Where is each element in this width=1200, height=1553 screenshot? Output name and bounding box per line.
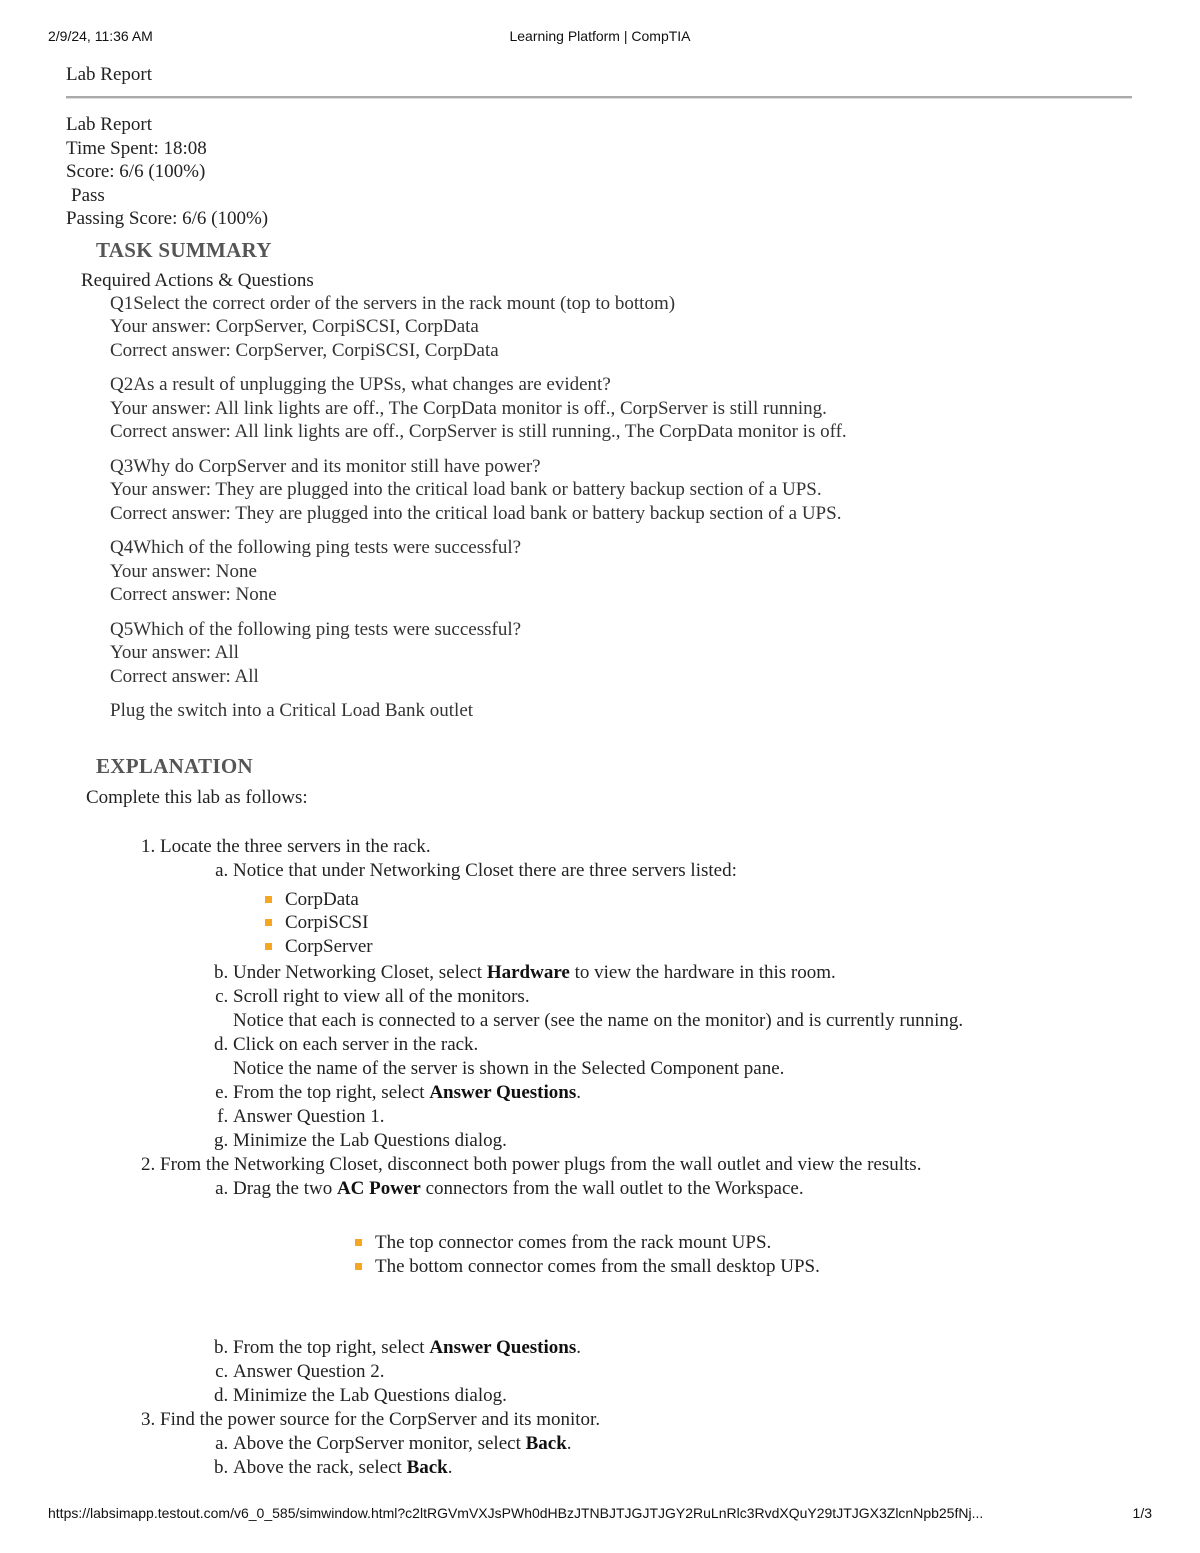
- step-item: [160, 835, 1132, 1154]
- question-prompt: Q3Why do CorpServer and its monitor still have power?: [110, 455, 541, 477]
- note-text: The top connector comes from the rack mount UPS.: [375, 1232, 772, 1253]
- ui-term: Back: [406, 1457, 448, 1478]
- correct-answer: Correct answer: None: [110, 584, 277, 605]
- connector-notes: [323, 1231, 1132, 1278]
- time-spent: Time Spent: 18:08: [66, 137, 207, 159]
- required-action-text: Plug the switch into a Critical Load Bank outlet: [110, 700, 474, 721]
- substep-list: [160, 1177, 1132, 1408]
- list-item: [263, 888, 1132, 912]
- step-text: Find the power source for the CorpServer and its monitor.: [160, 1409, 601, 1430]
- print-header: [48, 28, 1152, 48]
- your-answer: Your answer: They are plugged into the critical load bank or battery backup section of a UPS.: [110, 479, 822, 500]
- step-item: [160, 1153, 1132, 1408]
- substep-list: [160, 859, 1132, 1154]
- task-summary-title: TASK SUMMARY: [96, 237, 272, 262]
- substep-text: Under Networking Closet, select: [233, 962, 487, 983]
- question-prompt: Q1Select the correct order of the servers in the rack mount (top to bottom): [110, 292, 676, 314]
- question-item: [110, 536, 1132, 607]
- page-title: Lab Report: [66, 64, 153, 85]
- substep-item: [233, 985, 1132, 1033]
- substep-text: Click on each server in the rack.: [233, 1034, 479, 1055]
- list-item: [263, 911, 1132, 935]
- substep-text: Above the rack, select: [233, 1457, 407, 1478]
- substep-item: [233, 1177, 1132, 1278]
- question-prompt: Q2As a result of unplugging the UPSs, what changes are evident?: [110, 374, 611, 395]
- substep-item: [233, 1129, 1132, 1153]
- substep-item: [233, 1336, 1132, 1360]
- print-footer: [48, 1505, 1152, 1525]
- square-bullet-icon: [355, 1239, 362, 1246]
- ui-term: Answer Questions: [429, 1337, 577, 1358]
- question-item: [110, 292, 1132, 363]
- report-summary: [66, 113, 1132, 231]
- substep-text: .: [566, 1433, 572, 1454]
- task-summary-section: [66, 237, 1132, 723]
- server-list: [233, 888, 1132, 959]
- server-name: CorpServer: [285, 935, 373, 957]
- explanation-intro: Complete this lab as follows:: [86, 786, 308, 808]
- substep-text: Answer Question 1.: [233, 1106, 385, 1127]
- list-item: [353, 1231, 1132, 1255]
- note-text: The bottom connector comes from the small desktop UPS.: [375, 1255, 820, 1277]
- question-item: [110, 455, 1132, 526]
- step-text: Locate the three servers in the rack.: [160, 835, 431, 857]
- report-heading: Lab Report: [66, 114, 153, 135]
- ui-term: Answer Questions: [429, 1082, 577, 1103]
- substep-item: [233, 1033, 1132, 1081]
- substep-item: [233, 1081, 1132, 1105]
- server-name: CorpData: [285, 888, 359, 910]
- question-prompt: Q4Which of the following ping tests were successful?: [110, 537, 522, 558]
- square-bullet-icon: [265, 896, 272, 903]
- substep-text: .: [576, 1082, 581, 1103]
- correct-answer: Correct answer: They are plugged into the critical load bank or battery backup section of a UPS.: [110, 502, 842, 524]
- ui-term: Back: [525, 1433, 567, 1454]
- required-actions-title: Required Actions & Questions: [81, 269, 314, 291]
- substep-text: Scroll right to view all of the monitors.: [233, 986, 530, 1007]
- passing-score: Passing Score: 6/6 (100%): [66, 208, 269, 229]
- substep-list: [160, 1432, 1132, 1480]
- your-answer: Your answer: None: [110, 560, 257, 582]
- substep-text: .: [447, 1457, 453, 1478]
- required-action-item: [110, 699, 1132, 723]
- question-list: [110, 292, 1132, 723]
- your-answer: Your answer: All: [110, 642, 239, 663]
- substep-item: [233, 1384, 1132, 1408]
- print-page-title: Learning Platform | CompTIA: [509, 28, 691, 44]
- question-item: [110, 618, 1132, 689]
- substep-item: [233, 961, 1132, 985]
- substep-note: Notice that each is connected to a server (see the name on the monitor) and is currently running.: [233, 1010, 964, 1031]
- correct-answer: Correct answer: CorpServer, CorpiSCSI, CorpData: [110, 339, 499, 361]
- substep-text: From the top right, select: [233, 1082, 430, 1103]
- substep-text: From the top right, select: [233, 1337, 430, 1358]
- list-item: [353, 1255, 1132, 1279]
- correct-answer: Correct answer: All: [110, 665, 259, 687]
- substep-note: Notice the name of the server is shown in the Selected Component pane.: [233, 1058, 785, 1079]
- substep-item: [233, 1456, 1132, 1480]
- your-answer: Your answer: All link lights are off., The CorpData monitor is off., CorpServer is still running.: [110, 397, 827, 419]
- result-status: Pass: [71, 184, 105, 206]
- ui-term: Hardware: [486, 962, 570, 983]
- square-bullet-icon: [265, 919, 272, 926]
- print-date: 2/9/24, 11:36 AM: [48, 28, 153, 44]
- explanation-section: [66, 753, 1132, 1481]
- substep-text: to view the hardware in this room.: [569, 962, 836, 983]
- question-prompt: Q5Which of the following ping tests were successful?: [110, 618, 522, 640]
- ui-term: AC Power: [336, 1178, 421, 1199]
- your-answer: Your answer: CorpServer, CorpiSCSI, CorpData: [110, 316, 479, 337]
- list-item: [263, 935, 1132, 959]
- score: Score: 6/6 (100%): [66, 161, 206, 182]
- step-item: [160, 1408, 1132, 1480]
- page-number: 1/3: [1132, 1505, 1152, 1521]
- substep-text: Answer Question 2.: [233, 1361, 385, 1382]
- server-name: CorpiSCSI: [285, 912, 369, 933]
- correct-answer: Correct answer: All link lights are off., CorpServer is still running., The CorpData monitor is off.: [110, 421, 847, 442]
- step-list: [66, 835, 1132, 1481]
- square-bullet-icon: [355, 1263, 362, 1270]
- title-divider: [66, 96, 1132, 99]
- substep-text: Minimize the Lab Questions dialog.: [233, 1130, 507, 1151]
- explanation-title: EXPLANATION: [96, 753, 253, 778]
- substep-item: [233, 1105, 1132, 1129]
- substep-item: [233, 1432, 1132, 1456]
- square-bullet-icon: [265, 943, 272, 950]
- substep-text: Minimize the Lab Questions dialog.: [233, 1385, 507, 1406]
- substep-text: Notice that under Networking Closet there are three servers listed:: [233, 859, 737, 881]
- substep-text: connectors from the wall outlet to the Workspace.: [420, 1178, 804, 1199]
- step-text: From the Networking Closet, disconnect both power plugs from the wall outlet and view the results.: [160, 1154, 922, 1175]
- substep-item: [233, 1360, 1132, 1384]
- substep-text: Drag the two: [233, 1178, 337, 1199]
- lab-report-content: [66, 64, 1132, 1480]
- question-item: [110, 373, 1132, 444]
- page-url: https://labsimapp.testout.com/v6_0_585/simwindow.html?c2ltRGVmVXJsPWh0dHBzJTNBJTJGJTJGY2RuLnRlc3RvdXQuY29tJTJGX3ZlcnNpb25fNj...: [48, 1505, 984, 1521]
- substep-item: [233, 859, 1132, 959]
- substep-text: .: [576, 1337, 581, 1358]
- substep-text: Above the CorpServer monitor, select: [233, 1433, 526, 1454]
